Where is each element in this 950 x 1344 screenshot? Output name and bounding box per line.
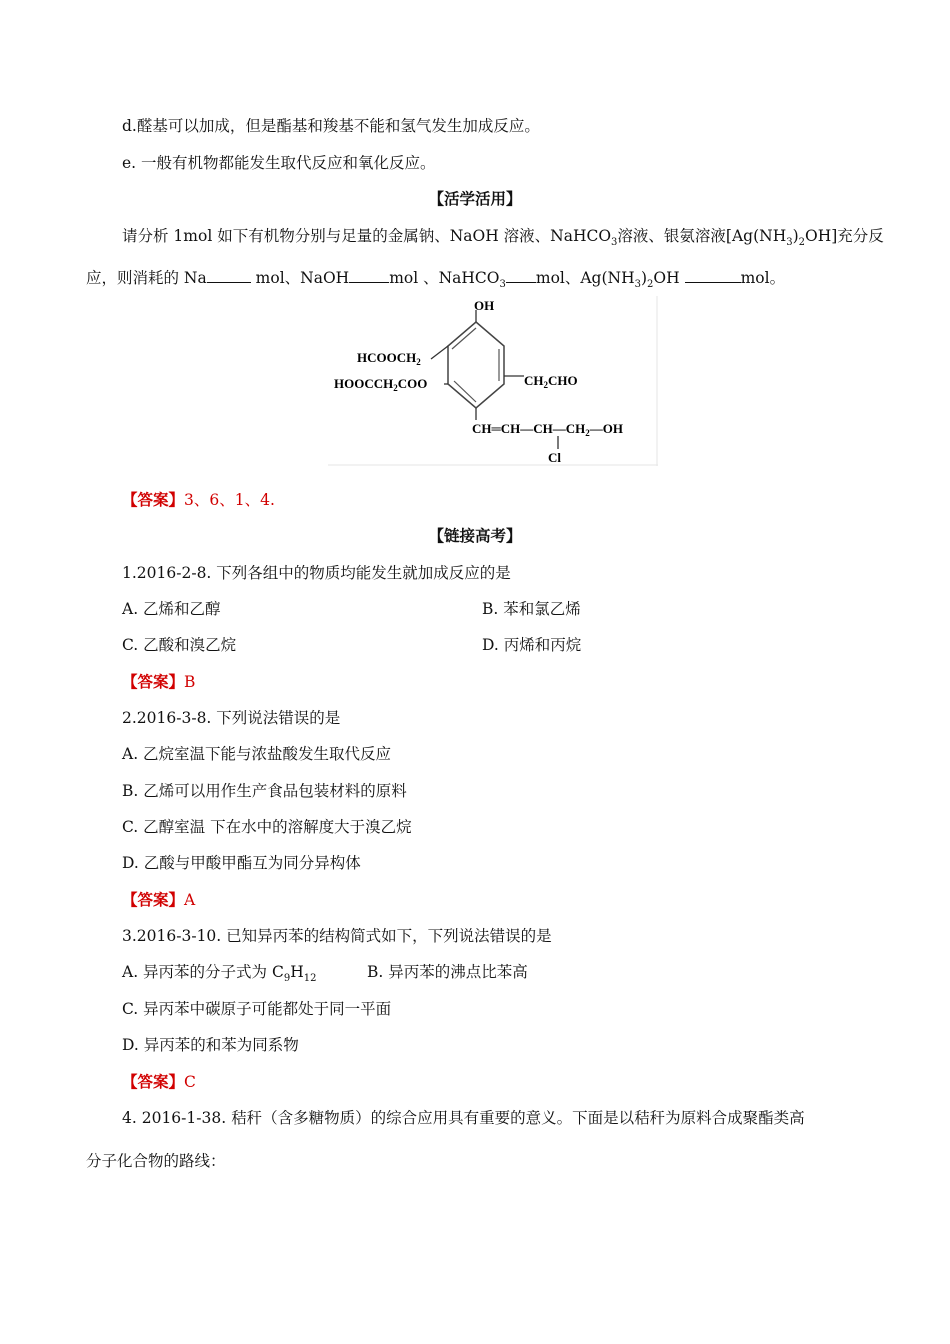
practice-question-line2: 应，则消耗的 Na mol、NaOH mol 、NaHCO$_3$ mol、$Ag(NH_3)_2OH$ mol。 — [86, 269, 786, 291]
q1-options-ab — [122, 598, 581, 620]
hcooch2-label: $HCOOCH_2$ — [357, 350, 421, 367]
q3-option-a: A. 异丙苯的分子式为 $C_9H_{12}$ — [122, 963, 317, 985]
q2-option-a: A. 乙烷室温下能与浓盐酸发生取代反应 — [122, 745, 392, 763]
item-d: d.醛基可以加成，但是酯基和羧基不能和氢气发生加成反应。 — [122, 117, 540, 135]
answer-blank — [506, 268, 536, 283]
q3-option-b: B. 异丙苯的沸点比苯高 — [367, 963, 528, 981]
gaokao-heading: 【链接高考】 — [428, 526, 522, 545]
q1-answer: 【答案】B — [122, 672, 196, 691]
answer-blank — [685, 268, 741, 283]
q2-stem: 2.2016-3-8. 下列说法错误的是 — [122, 709, 341, 727]
q2-option-b: B. 乙烯可以用作生产食品包装材料的原料 — [122, 782, 407, 800]
q1-option-d: D. 丙烯和丙烷 — [482, 636, 582, 654]
q1-stem: 1.2016-2-8. 下列各组中的物质均能发生就加成反应的是 — [122, 564, 511, 582]
oh-top-label: OH — [474, 298, 495, 313]
side-chain-label: $CH═CH—CH—CH_2—OH$ — [472, 421, 623, 438]
q2-option-c: C. 乙醇室温 下在水中的溶解度大于溴乙烷 — [122, 818, 412, 836]
q3-option-c: C. 异丙苯中碳原子可能都处于同一平面 — [122, 1000, 392, 1018]
organic-structure-diagram — [328, 296, 658, 466]
q3-options-ab — [122, 961, 528, 985]
practice-question-line1: 请分析 1mol 如下有机物分别与足量的金属钠、NaOH 溶液、NaHCO$_3$溶液、银氨溶液$[Ag(NH_3)_2OH]$充分反 — [122, 227, 884, 249]
cl-label: Cl — [548, 450, 561, 465]
ch2cho-label: $CH_2CHO$ — [524, 373, 578, 390]
q1-option-b: B. 苯和氯乙烯 — [482, 600, 581, 618]
practice-heading: 【活学活用】 — [428, 189, 522, 208]
q3-answer: 【答案】C — [122, 1072, 196, 1091]
item-e: e. 一般有机物都能发生取代反应和氧化反应。 — [122, 154, 436, 172]
q1-option-c: C. 乙酸和溴乙烷 — [122, 636, 237, 654]
q2-option-d: D. 乙酸与甲酸甲酯互为同分异构体 — [122, 854, 361, 872]
practice-answer: 【答案】3、6、1、4. — [122, 490, 275, 509]
answer-blank — [349, 268, 389, 283]
hoocch2coo-label: $HOOCCH_2COO$ — [334, 376, 428, 393]
answer-blank — [207, 268, 251, 283]
q4-line2: 分子化合物的路线： — [86, 1152, 226, 1170]
q1-option-a: A. 乙烯和乙醇 — [122, 600, 221, 618]
q4-line1: 4. 2016-1-38. 秸秆（含多糖物质）的综合应用具有重要的意义。下面是以秸秆为原料合成聚酯类高 — [122, 1109, 805, 1127]
q3-option-d: D. 异丙苯的和苯为同系物 — [122, 1036, 299, 1054]
q1-options-cd — [122, 634, 582, 656]
q2-answer: 【答案】A — [122, 890, 196, 909]
q3-stem: 3.2016-3-10. 已知异丙苯的结构简式如下，下列说法错误的是 — [122, 927, 552, 945]
benzene-ring — [448, 322, 504, 408]
